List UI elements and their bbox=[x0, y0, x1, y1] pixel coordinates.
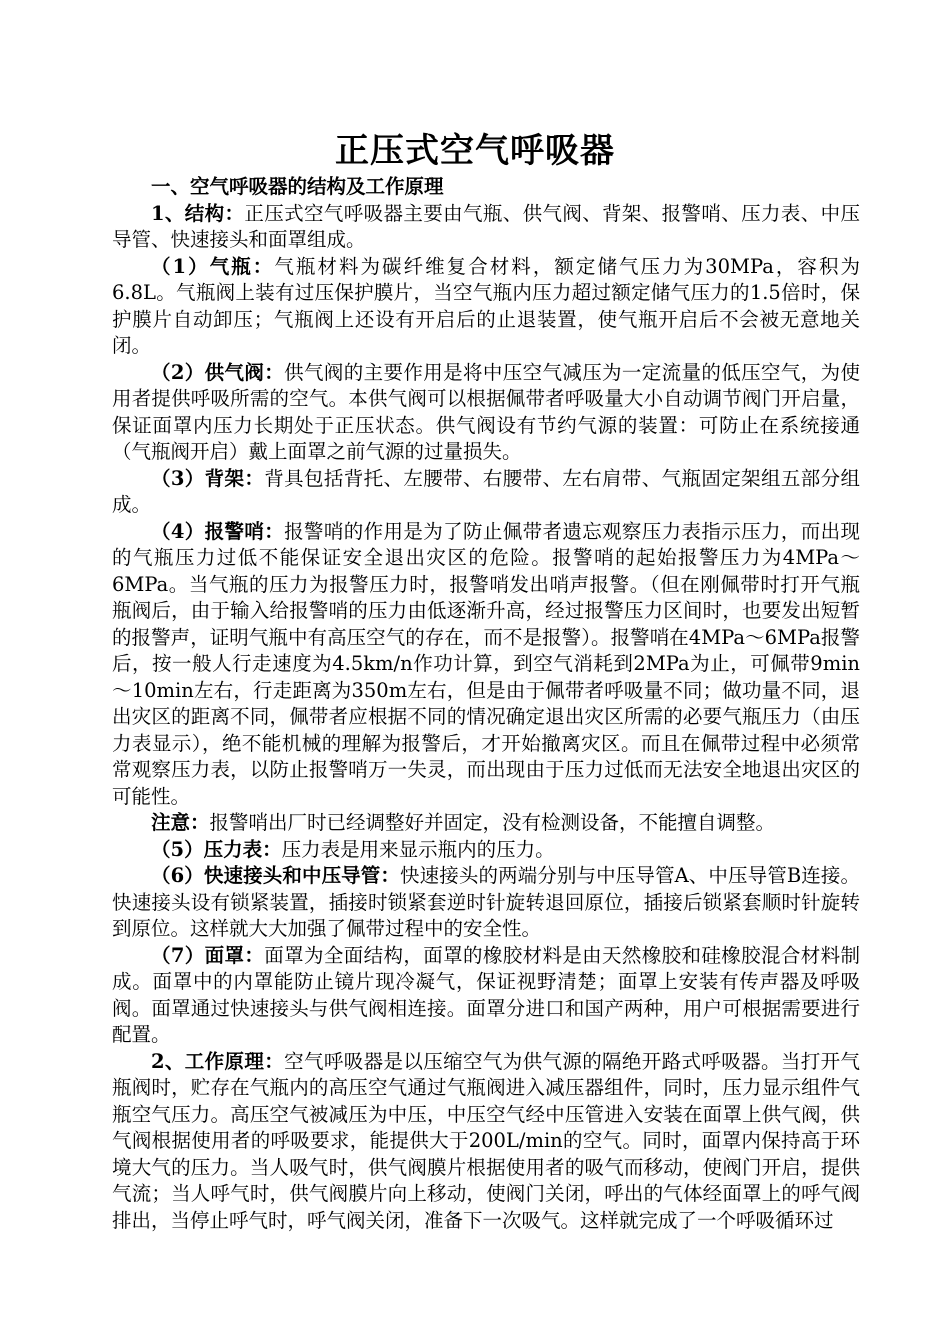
structure-label: 1、结构： bbox=[151, 201, 245, 225]
structure-text: 正压式空气呼吸器主要由气瓶、供气阀、背架、报警哨、压力表、中压导管、快速接头和面罩组成。 bbox=[112, 201, 860, 251]
item-paragraph-whistle bbox=[112, 519, 860, 811]
section-heading: 一、空气呼吸器的结构及工作原理 bbox=[151, 175, 444, 198]
item-text: 面罩为全面结构，面罩的橡胶材料是由天然橡胶和硅橡胶混合材料制成。面罩中的内罩能防止镜片现冷凝气，保证视野清楚；面罩上安装有传声器及呼吸阀。面罩通过快速接头与供气阀相连接。面罩分进口和国产两种，用户可根据需要进行配置。 bbox=[112, 943, 860, 1046]
note-text: 报警哨出厂时已经调整好并固定，没有检测设备，不能擅自调整。 bbox=[209, 811, 776, 834]
item-paragraph-mask bbox=[112, 943, 860, 1049]
item-text: 报警哨的作用是为了防止佩带者遗忘观察压力表指示压力，而出现的气瓶压力过低不能保证安全退出灾区的危险。报警哨的起始报警压力为4MPa～6MPa。当气瓶的压力为报警压力时，报警哨发出哨声报警。（但在刚佩带时打开气瓶瓶阀后，由于输入给报警哨的压力由低逐渐升高，经过报警压力区间时，也要发出短暂的报警声，证明气瓶中有高压空气的存在，而不是报警）。报警哨在4MPa～6MPa报警后，按一般人行走速度为4.5km/n作功计算，到空气消耗到2MPa为止，可佩带9min～10min左右，行走距离为350m左右，但是由于佩带者呼吸量不同；做功量不同，退出灾区的距离不同，佩带者应根据不同的情况确定退出灾区所需的必要气瓶压力（由压力表显示），绝不能机械的理解为报警后，才开始撤离灾区。而且在佩带过程中必须常常观察压力表，以防止报警哨万一失灵，而出现由于压力过低而无法安全地退出灾区的可能性。 bbox=[112, 519, 860, 808]
item-text: 背具包括背托、左腰带、右腰带、左右肩带、气瓶固定架组五部分组成。 bbox=[112, 466, 860, 516]
principle-label: 2、工作原理： bbox=[151, 1049, 285, 1073]
item-label: （4）报警哨： bbox=[151, 519, 285, 543]
item-label: （3）背架： bbox=[151, 466, 265, 490]
item-text: 压力表是用来显示瓶内的压力。 bbox=[281, 837, 555, 861]
page-title: 正压式空气呼吸器 bbox=[335, 131, 615, 171]
item-label: （5）压力表： bbox=[151, 837, 282, 861]
item-paragraph-demand-valve bbox=[112, 360, 860, 466]
item-label: （2）供气阀： bbox=[151, 360, 285, 384]
item-label: （1）气瓶： bbox=[151, 254, 275, 278]
item-paragraph-coupling bbox=[112, 863, 860, 943]
item-text: 快速接头的两端分别与中压导管A、中压导管B连接。快速接头设有锁紧装置，插接时锁紧套逆时针旋转退回原位，插接后锁紧套顺时针旋转到原位。这样就大大加强了佩带过程中的安全性。 bbox=[112, 864, 860, 940]
document-body bbox=[112, 174, 860, 1234]
structure-paragraph bbox=[112, 201, 860, 254]
note-paragraph bbox=[112, 810, 860, 837]
item-label: （7）面罩： bbox=[151, 943, 265, 967]
item-paragraph-cylinder bbox=[112, 254, 860, 360]
item-paragraph-gauge bbox=[112, 837, 860, 864]
item-text: 供气阀的主要作用是将中压空气减压为一定流量的低压空气，为使用者提供呼吸所需的空气。本供气阀可以根据佩带者呼吸量大小自动调节阀门开启量，保证面罩内压力长期处于正压状态。供气阀设有节约气源的装置：可防止在系统接通（气瓶阀开启）戴上面罩之前气源的过量损失。 bbox=[112, 360, 860, 463]
item-paragraph-backframe bbox=[112, 466, 860, 519]
principle-paragraph bbox=[112, 1049, 860, 1235]
item-label: （6）快速接头和中压导管： bbox=[151, 864, 401, 887]
note-label: 注意： bbox=[151, 811, 210, 834]
item-text: 气瓶材料为碳纤维复合材料，额定储气压力为30MPa，容积为6.8L。气瓶阀上装有过压保护膜片，当空气瓶内压力超过额定储气压力的1.5倍时，保护膜片自动卸压；气瓶阀上还设有开启后的止退装置，使气瓶开启后不会被无意地关闭。 bbox=[112, 254, 860, 357]
principle-text: 空气呼吸器是以压缩空气为供气源的隔绝开路式呼吸器。当打开气瓶阀时，贮存在气瓶内的高压空气通过气瓶阀进入减压器组件，同时，压力显示组件气瓶空气压力。高压空气被减压为中压，中压空气经中压管进入安装在面罩上供气阀，供气阀根据使用者的呼吸要求，能提供大于200L/min的空气。同时，面罩内保持高于环境大气的压力。当人吸气时，供气阀膜片根据使用者的吸气而移动，使阀门开启，提供气流；当人呼气时，供气阀膜片向上移动，使阀门关闭，呼出的气体经面罩上的呼气阀排出，当停止呼气时，呼气阀关闭，准备下一次吸气。这样就完成了一个呼吸循环过 bbox=[112, 1049, 860, 1232]
